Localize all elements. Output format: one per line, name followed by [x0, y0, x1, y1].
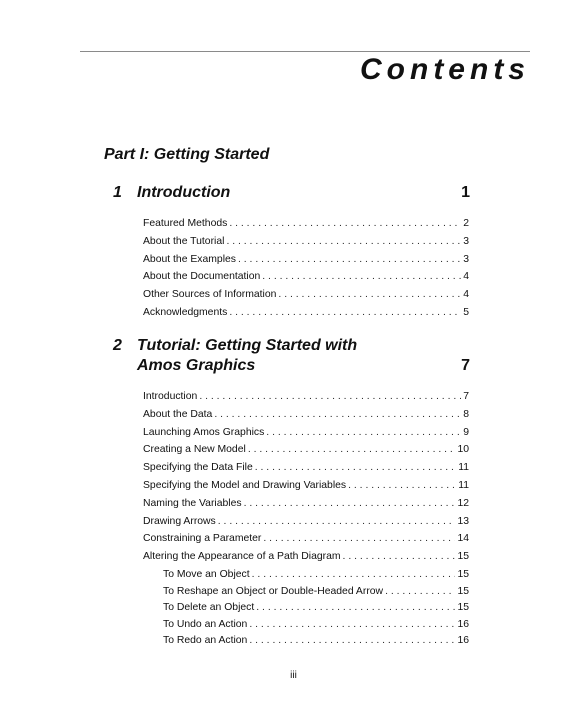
chapter-number: 2	[113, 337, 122, 354]
toc-subentry-page: 16	[457, 635, 469, 646]
toc-entry-label: Specifying the Model and Drawing Variables	[143, 479, 347, 491]
dot-leader	[263, 530, 455, 548]
chapter-title: Introduction	[137, 184, 231, 201]
dot-leader	[229, 304, 461, 322]
toc-entry-page: 11	[458, 479, 469, 491]
dot-leader	[385, 584, 455, 601]
dot-leader	[214, 406, 461, 424]
toc-subentry-page: 16	[457, 618, 469, 630]
toc-entry[interactable]	[143, 495, 469, 513]
chapter-2-heading[interactable]	[113, 336, 470, 376]
dot-leader	[244, 495, 456, 513]
toc-entry-page: 5	[463, 306, 469, 318]
toc-entry-page: 9	[463, 426, 469, 438]
toc-subentry-page: 15	[457, 585, 469, 597]
toc-entry-page: 3	[463, 253, 469, 265]
toc-entry[interactable]	[143, 388, 469, 406]
toc-entry[interactable]	[143, 459, 469, 477]
chapter-2-entries	[143, 388, 469, 566]
toc-entry[interactable]	[143, 513, 469, 531]
chapter-page-number: 7	[461, 357, 470, 374]
page-heading: Contents	[360, 53, 530, 86]
dot-leader	[218, 513, 456, 531]
chapter-title-line-2: Amos Graphics	[137, 357, 256, 374]
dot-leader	[252, 567, 456, 584]
dot-leader	[255, 459, 456, 477]
toc-subentry-label: To Delete an Object	[163, 602, 255, 613]
dot-leader	[343, 548, 456, 566]
toc-entry[interactable]	[143, 215, 469, 233]
toc-subentry-page: 15	[457, 569, 469, 580]
toc-entry-label: Drawing Arrows	[143, 515, 216, 527]
dot-leader	[266, 424, 461, 442]
toc-entry[interactable]	[143, 233, 469, 251]
page-folio: iii	[290, 670, 297, 681]
dot-leader	[249, 617, 455, 634]
toc-subentry[interactable]	[143, 584, 469, 601]
toc-entry[interactable]	[143, 251, 469, 269]
toc-entry-label: Launching Amos Graphics	[143, 426, 265, 438]
toc-entry-label: Acknowledgments	[143, 306, 228, 318]
toc-entry-page: 8	[463, 408, 469, 420]
chapter-title-line-1: Tutorial: Getting Started with	[137, 337, 358, 354]
part-title: Part I: Getting Started	[104, 146, 270, 163]
toc-entry[interactable]	[143, 530, 469, 548]
toc-entry[interactable]	[143, 548, 469, 566]
toc-entry-page: 7	[463, 391, 469, 402]
toc-entry-page: 11	[458, 462, 469, 474]
toc-entry-page: 13	[457, 515, 469, 527]
toc-entry-page: 3	[463, 235, 469, 247]
toc-subentry-label: To Redo an Action	[163, 635, 248, 646]
toc-subentry-label: To Move an Object	[163, 569, 250, 580]
toc-entry-label: Other Sources of Information	[143, 289, 277, 301]
toc-subentry-label: To Reshape an Object or Double-Headed Arrow	[163, 585, 384, 597]
toc-entry-page: 2	[463, 218, 469, 229]
toc-entry-label: Specifying the Data File	[143, 462, 253, 474]
toc-entry-page: 10	[457, 444, 469, 456]
toc-subentry[interactable]	[143, 600, 469, 617]
dot-leader	[229, 215, 461, 233]
toc-entry-label: Featured Methods	[143, 218, 228, 229]
toc-entry-label: About the Examples	[143, 253, 236, 265]
toc-entry-label: Altering the Appearance of a Path Diagram	[143, 551, 341, 563]
toc-entry-page: 14	[457, 533, 469, 545]
chapter-1-entries	[143, 215, 469, 322]
toc-entry[interactable]	[143, 286, 469, 304]
chapter-number: 1	[113, 184, 122, 201]
dot-leader	[226, 233, 461, 251]
toc-entry-page: 12	[457, 497, 469, 509]
toc-subentry[interactable]	[143, 617, 469, 634]
toc-entry-label: About the Data	[143, 408, 213, 420]
dot-leader	[262, 268, 461, 286]
chapter-1-heading[interactable]	[113, 183, 470, 203]
chapter-title	[137, 336, 417, 376]
dot-leader	[248, 441, 456, 459]
dot-leader	[278, 286, 461, 304]
toc-entry[interactable]	[143, 268, 469, 286]
toc-entry-label: About the Tutorial	[143, 235, 225, 247]
toc-entry-label: Naming the Variables	[143, 497, 242, 509]
dot-leader	[199, 388, 461, 406]
toc-subentry[interactable]	[143, 633, 469, 650]
toc-entry[interactable]	[143, 441, 469, 459]
toc-entry-label: About the Documentation	[143, 271, 261, 283]
toc-entry[interactable]	[143, 424, 469, 442]
toc-entry-page: 4	[463, 271, 469, 283]
toc-subentry-page: 15	[457, 602, 469, 613]
toc-subentry[interactable]	[143, 567, 469, 584]
toc-entry[interactable]	[143, 304, 469, 322]
toc-entry-page: 15	[457, 551, 469, 563]
toc-entry[interactable]	[143, 477, 469, 495]
toc-entry-page: 4	[463, 289, 469, 301]
toc-entry-label: Constraining a Parameter	[143, 533, 262, 545]
dot-leader	[238, 251, 461, 269]
chapter-2-subentries	[143, 567, 469, 650]
dot-leader	[348, 477, 456, 495]
dot-leader	[249, 633, 455, 650]
toc-subentry-label: To Undo an Action	[163, 618, 248, 630]
toc-entry-label: Introduction	[143, 391, 198, 402]
toc-entry[interactable]	[143, 406, 469, 424]
toc-entry-label: Creating a New Model	[143, 444, 246, 456]
dot-leader	[256, 600, 455, 617]
chapter-page-number: 1	[461, 184, 470, 201]
